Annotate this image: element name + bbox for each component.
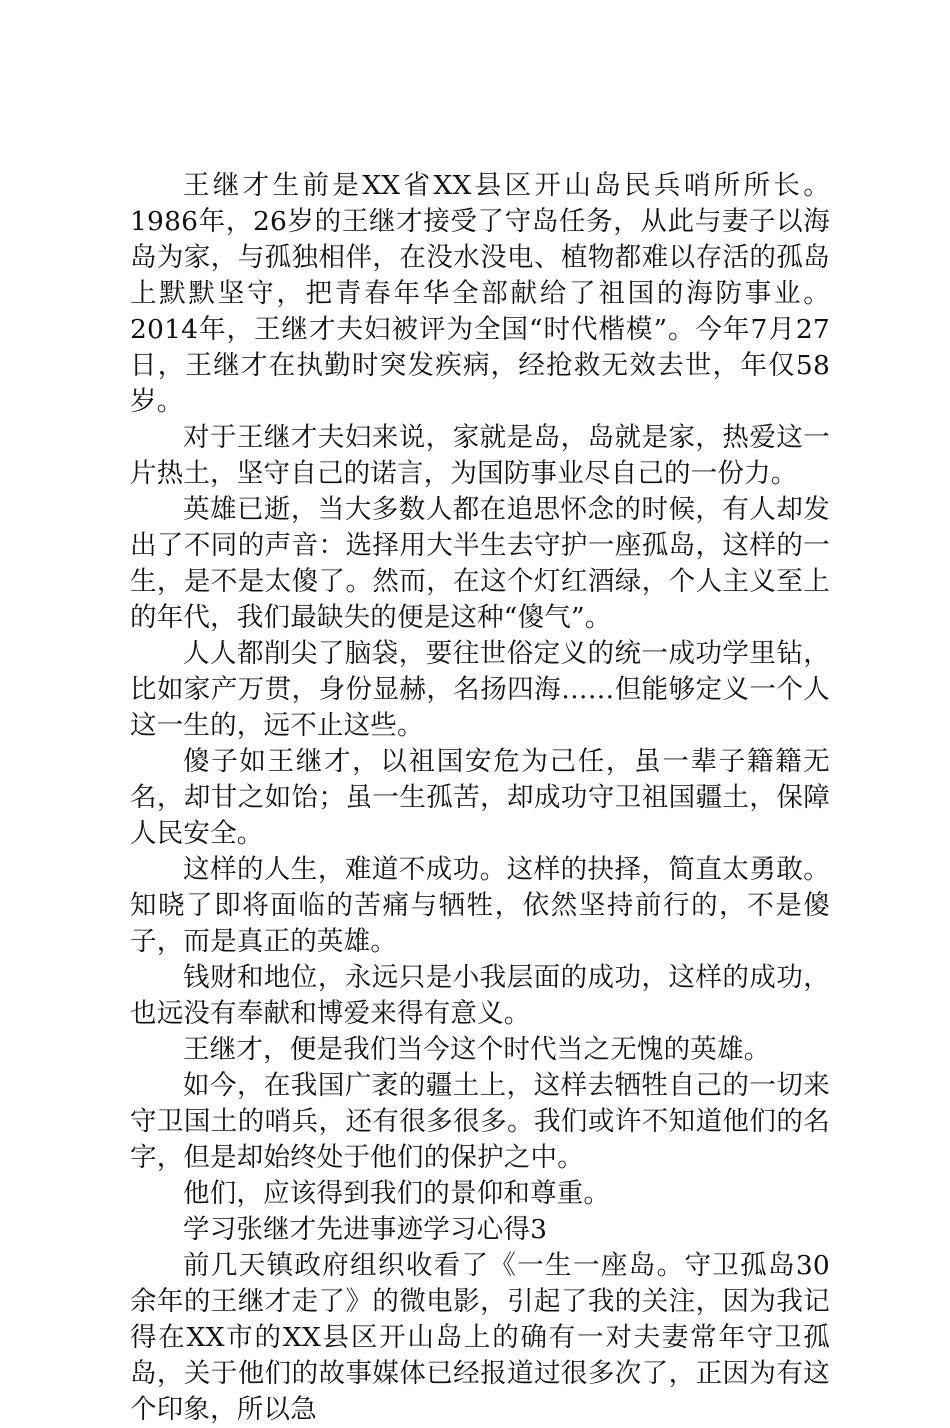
paragraph-8: 王继才，便是我们当今这个时代当之无愧的英雄。 xyxy=(183,1034,771,1065)
paragraph-7: 钱财和地位，永远只是小我层面的成功，这样的成功，也远没有奉献和博爱来得有意义。 xyxy=(130,962,830,1029)
paragraph-2: 对于王继才夫妇来说，家就是岛，岛就是家，热爱这一片热土，坚守自己的诺言，为国防事业尽自己的一份力。 xyxy=(130,422,830,489)
document-body xyxy=(130,168,830,1428)
paragraph-4: 人人都削尖了脑袋，要往世俗定义的统一成功学里钻，比如家产万贯，身份显赫，名扬四海……但能够定义一个人这一生的，远不止这些。 xyxy=(130,638,830,741)
paragraph-9: 如今，在我国广袤的疆土上，这样去牺牲自己的一切来守卫国土的哨兵，还有很多很多。我们或许不知道他们的名字，但是却始终处于他们的保护之中。 xyxy=(130,1070,830,1173)
paragraph-11: 前几天镇政府组织收看了《一生一座岛。守卫孤岛30余年的王继才走了》的微电影，引起了我的关注，因为我记得在XX市的XX县区开山岛上的确有一对夫妻常年守卫孤岛，关于他们的故事媒体已经报道过很多次了，正因为有这个印象，所以急 xyxy=(130,1250,830,1425)
paragraph-3: 英雄已逝，当大多数人都在追思怀念的时候，有人却发出了不同的声音：选择用大半生去守护一座孤岛，这样的一生，是不是太傻了。然而，在这个灯红酒绿，个人主义至上的年代，我们最缺失的便是这种“傻气”。 xyxy=(130,494,830,633)
paragraph-6: 这样的人生，难道不成功。这样的抉择，简直太勇敢。知晓了即将面临的苦痛与牺牲，依然坚持前行的，不是傻子，而是真正的英雄。 xyxy=(130,854,830,957)
paragraph-1: 王继才生前是XX省XX县区开山岛民兵哨所所长。1986年，26岁的王继才接受了守岛任务，从此与妻子以海岛为家，与孤独相伴，在没水没电、植物都难以存活的孤岛上默默坚守，把青春年华全部献给了祖国的海防事业。2014年，王继才夫妇被评为全国“时代楷模”。今年7月27日，王继才在执勤时突发疾病，经抢救无效去世，年仅58岁。 xyxy=(130,170,830,417)
paragraph-10: 他们，应该得到我们的景仰和尊重。 xyxy=(183,1178,611,1209)
paragraph-5: 傻子如王继才，以祖国安危为己任，虽一辈子籍籍无名，却甘之如饴；虽一生孤苦，却成功守卫祖国疆土，保障人民安全。 xyxy=(130,746,830,849)
section-heading: 学习张继才先进事迹学习心得3 xyxy=(183,1214,548,1245)
